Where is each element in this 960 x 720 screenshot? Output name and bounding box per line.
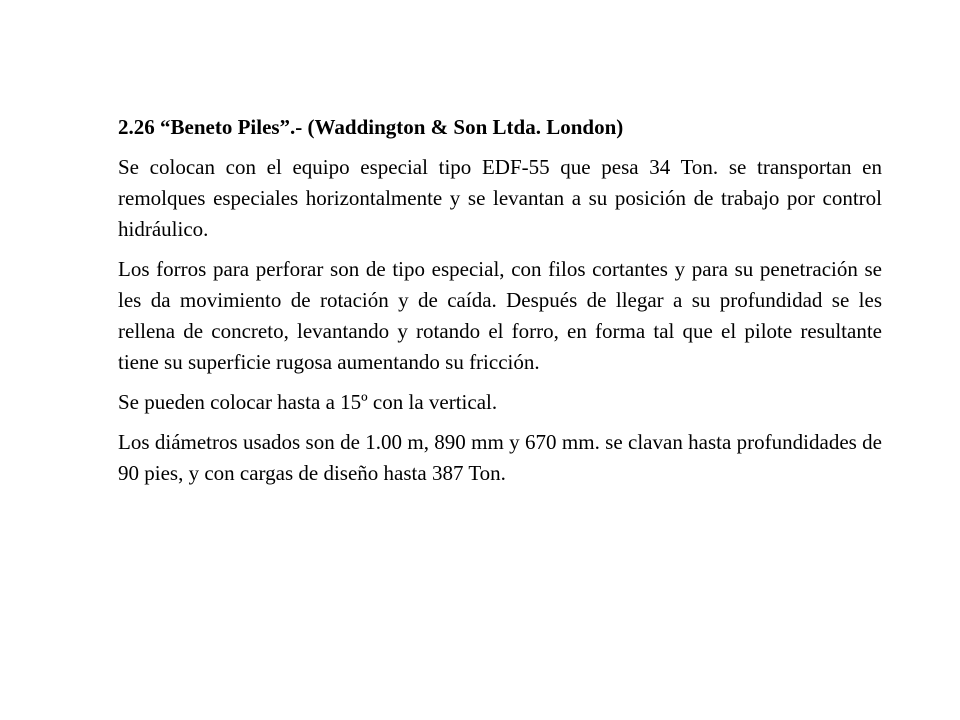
paragraph-diameters: Los diámetros usados son de 1.00 m, 890 mm y 670 mm. se clavan hasta profundidades de 90 pies, y con cargas de diseño hasta 387 Ton. — [118, 430, 882, 485]
paragraph-casings: Los forros para perforar son de tipo especial, con filos cortantes y para su penetración se les da movimiento de rotación y de caída. Después de llegar a su profundidad se les rellena de concreto, levantando y rotando el forro, en forma tal que el pilote resultante tiene su superficie rugosa aumentando su fricción. — [118, 257, 882, 374]
paragraph-equipment: Se colocan con el equipo especial tipo EDF-55 que pesa 34 Ton. se transportan en remolques especiales horizontalmente y se levantan a su posición de trabajo por control hidráulico. — [118, 155, 882, 241]
paragraph-inclination: Se pueden colocar hasta a 15º con la vertical. — [118, 390, 498, 414]
section-heading: 2.26 “Beneto Piles”.- (Waddington & Son Ltda. London) — [118, 115, 624, 139]
document-body — [118, 112, 882, 498]
